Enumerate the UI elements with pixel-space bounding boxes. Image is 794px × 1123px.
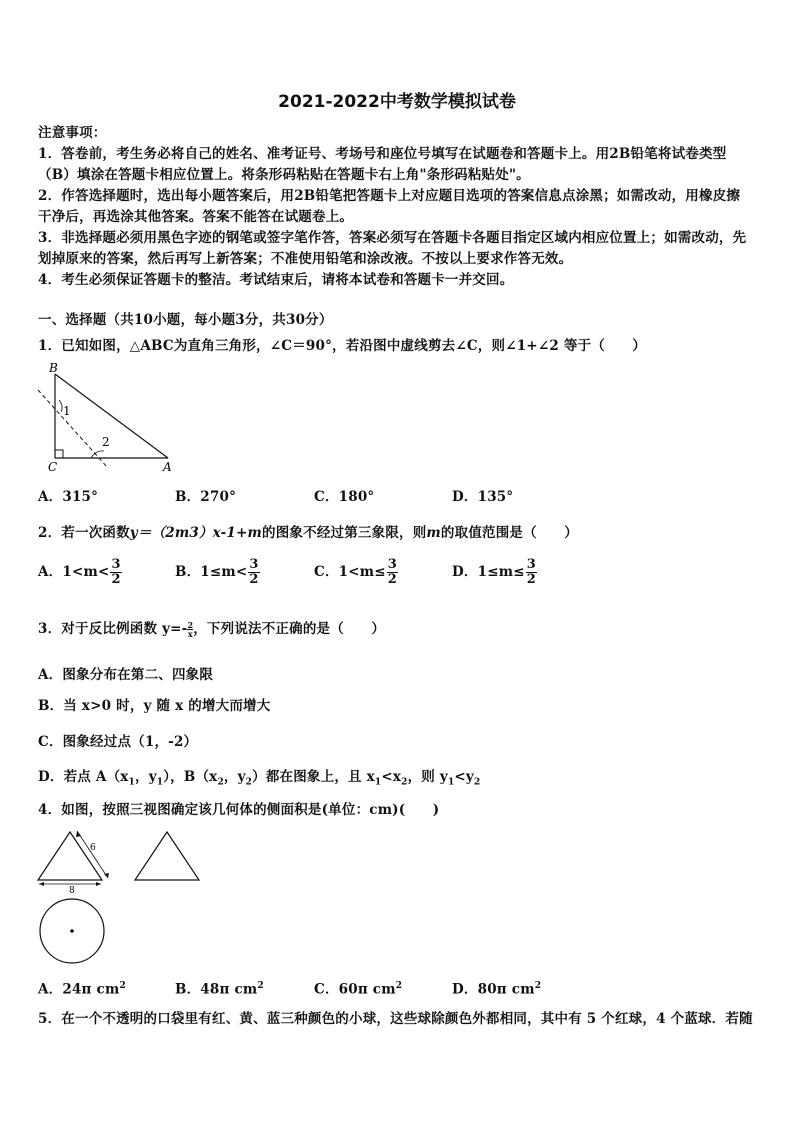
notice-line-5: 3．非选择题必须用黑色字迹的钢笔或签字笔作答，答案必须写在答题卡各题目指定区域内相应位置上；如需改动，先 (38, 230, 747, 246)
notice-line-6: 划掉原来的答案，然后再写上新答案；不准使用铅笔和涂改液。不按以上要求作答无效。 (38, 251, 573, 267)
fraction-denominator: 2 (111, 572, 121, 587)
notice-line-7: 4．考生必须保证答题卡的整洁。考试结束后，请将本试卷和答题卡一并交回。 (38, 272, 514, 288)
q2-stem-e: 的取值范围是（ ） (440, 525, 578, 541)
dim-line-6 (77, 831, 108, 878)
fraction (526, 558, 537, 587)
q3-d-text: ，则 y (407, 769, 448, 785)
fraction-denominator: 2 (526, 572, 536, 587)
superscript: 2 (395, 981, 403, 991)
q2-option-b (175, 558, 260, 587)
q4-option-d (452, 977, 541, 999)
notice-line-1: 1．答卷前，考生务必将自己的姓名、准考证号、考场号和座位号填写在试题卷和答题卡上。用2B铅笔将试卷类型 (38, 146, 727, 162)
q1-triangle-figure (30, 360, 190, 475)
fraction-denominator: 2 (249, 572, 259, 587)
q3-d-text: ，y (223, 769, 246, 785)
superscript: 2 (534, 981, 542, 991)
notice-line-2: （B）填涂在答题卡相应位置上。将条形码粘贴在答题卡右上角"条形码粘贴处"。 (38, 167, 530, 183)
front-view-triangle (38, 832, 102, 880)
subscript: 1 (128, 777, 135, 788)
q3-stem (38, 620, 385, 638)
q2-option-b-text: B．1≤m< (175, 564, 248, 580)
q3-option-c: C．图象经过点（1，-2） (38, 734, 198, 750)
q3-stem-b: ，下列说法不正确的是（ ） (193, 621, 386, 637)
subscript: 1 (156, 777, 164, 788)
superscript: 2 (119, 981, 126, 991)
subscript: 2 (401, 777, 408, 788)
q2-option-d (452, 558, 537, 587)
q2-option-d-text: D．1≤m≤ (452, 564, 525, 580)
side-view-triangle (135, 832, 199, 880)
fraction-numerator: 3 (526, 557, 536, 572)
dim-label-8: 8 (69, 886, 75, 896)
q3-option-a: A．图象分布在第二、四象限 (38, 667, 214, 683)
q3-option-d (38, 768, 480, 792)
q4-stem: 4．如图，按照三视图确定该几何体的侧面积是(单位：cm)( ) (38, 802, 440, 818)
q2-option-a (38, 558, 122, 587)
q3-option-b: B．当 x>0 时，y 随 x 的增大而增大 (38, 698, 271, 714)
q4-option-c-text: C．60π cm (314, 981, 396, 998)
q4-option-a-text: A．24π cm (38, 981, 120, 998)
label-A: A (163, 460, 172, 474)
fraction (110, 558, 121, 587)
section-heading: 一、选择题（共10小题，每小题3分，共30分） (38, 312, 333, 328)
fraction-numerator: 3 (387, 557, 397, 572)
subscript: 2 (473, 777, 481, 788)
q2-stem-d: m (426, 525, 441, 541)
fraction-numerator: 2 (187, 620, 194, 630)
subscript: 1 (374, 777, 382, 788)
notice-line-4: 干净后，再选涂其他答案。答案不能答在试题卷上。 (38, 209, 354, 225)
right-angle-mark (55, 450, 63, 458)
subscript: 1 (447, 777, 455, 788)
fraction (387, 558, 398, 587)
fraction-denominator: x (187, 629, 193, 639)
q1-option-b: B．270° (175, 489, 237, 505)
q3-d-text: ）都在图象上，且 x (252, 769, 375, 785)
q4-option-c (314, 977, 402, 999)
q2-stem-b: y＝（2m3）x-1+m (129, 525, 263, 541)
q2-stem-a: 2．若一次函数 (38, 525, 130, 541)
cut-line (38, 390, 108, 468)
dim-arrow (96, 882, 101, 886)
side-ab (55, 374, 168, 458)
q1-option-d: D．135° (452, 489, 514, 505)
fraction-denominator: 2 (387, 572, 397, 587)
q2-option-c-text: C．1<m≤ (314, 564, 386, 580)
q3-stem-a: 3．对于反比例函数 y=- (38, 621, 188, 637)
subscript: 2 (217, 777, 224, 788)
label-B: B (49, 361, 58, 375)
q2-stem-c: 的图象不经过第三象限，则 (262, 525, 427, 541)
circle-center-dot (70, 929, 74, 933)
angle-1-arc (59, 400, 62, 412)
q3-d-text: <x (381, 769, 402, 785)
q1-stem: 1．已知如图，△ABC为直角三角形，∠C＝90°，若沿图中虚线剪去∠C，则∠1+∠2 等于（ ） (38, 338, 647, 354)
label-C: C (48, 460, 58, 474)
page-title: 2021-2022中考数学模拟试卷 (278, 92, 516, 112)
q4-option-a (38, 977, 126, 999)
label-angle-1: 1 (63, 404, 71, 418)
q2-option-a-text: A．1<m< (38, 564, 110, 580)
q3-d-text: ，y (135, 769, 157, 785)
q1-option-c: C．180° (314, 489, 375, 505)
subscript: 2 (245, 777, 253, 788)
q4-option-d-text: D．80π cm (452, 981, 535, 998)
q4-option-b-text: B．48π cm (175, 981, 258, 998)
label-angle-2: 2 (102, 435, 110, 449)
q3-d-text: ），B（x (163, 769, 218, 785)
q5-stem: 5．在一个不透明的口袋里有红、黄、蓝三种颜色的小球，这些球除颜色外都相同，其中有 5 个红球，4 个蓝球．若随 (38, 1011, 753, 1027)
dim-arrow (76, 831, 81, 837)
q1-option-a: A．315° (38, 489, 99, 505)
angle-2-arc (91, 451, 104, 458)
fraction-numerator: 3 (111, 557, 121, 572)
q4-option-b (175, 977, 264, 999)
q4-three-view-figure (30, 828, 220, 973)
notice-heading: 注意事项： (38, 125, 107, 141)
dim-label-6: 6 (90, 843, 96, 853)
fraction-numerator: 3 (249, 557, 259, 572)
q2-option-c (314, 558, 398, 587)
fraction (248, 558, 259, 587)
dim-arrow (39, 882, 44, 886)
superscript: 2 (257, 981, 264, 991)
q2-stem (38, 524, 578, 542)
notice-line-3: 2．作答选择题时，选出每小题答案后，用2B铅笔把答题卡上对应题目选项的答案信息点涂黑；如需改动，用橡皮擦 (38, 188, 741, 204)
q3-d-text: <y (454, 769, 474, 785)
q3-d-text: D．若点 A（x (38, 769, 129, 785)
